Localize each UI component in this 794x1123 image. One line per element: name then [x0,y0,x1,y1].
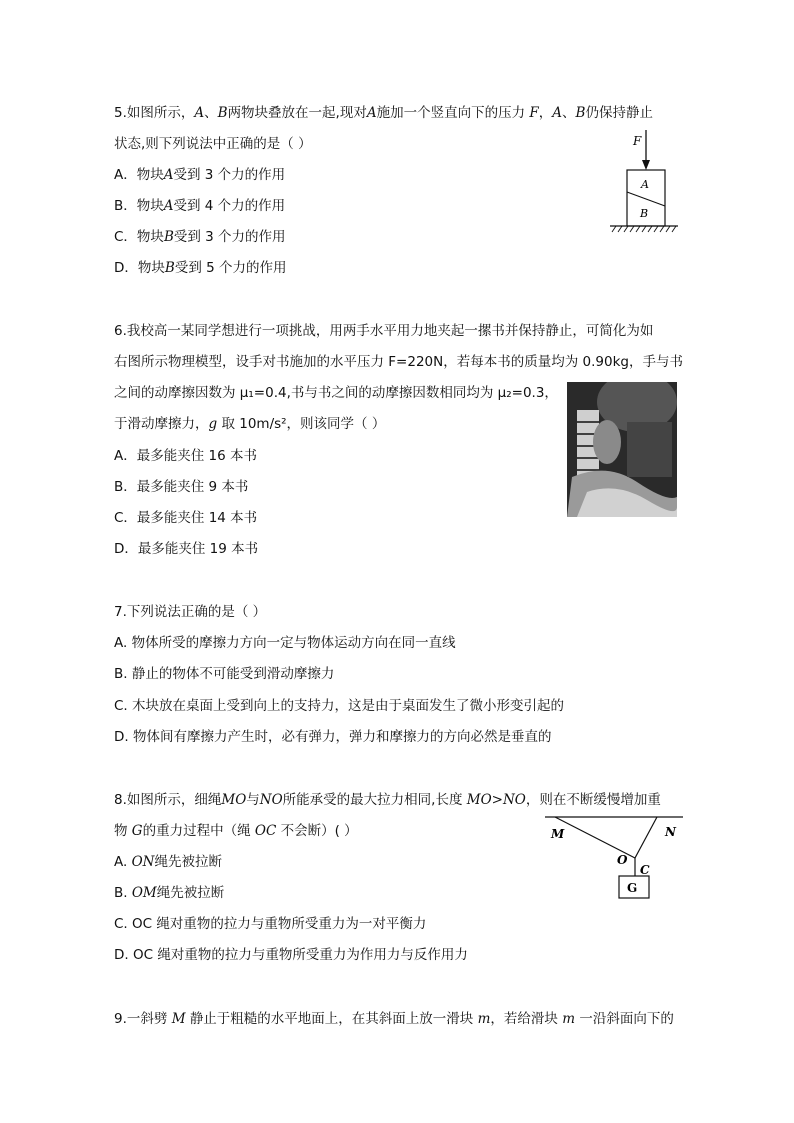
q5-fig-label-a: A [641,178,649,191]
q8-rope-weight-figure [545,812,685,904]
q8-option-b [114,884,224,902]
q8-text: 8.如图所示，细绳 [114,792,222,808]
q8-fig-label-n: N [665,825,676,839]
photo-illustration [567,382,677,517]
q5-opt-text: B．物块 [114,198,164,214]
q6-line3: 之间的动摩擦因数为 μ₁=0.4,书与书之间的动摩擦因数相同均为 μ₂=0.3， [114,385,558,401]
q8-line2 [114,822,358,840]
q8-opt-text: 绳先被拉断 [154,854,222,870]
q5-text: 两物块叠放在一起,现对 [227,105,367,121]
q6-line2: 右图所示物理模型，设手对书施加的水平压力 F=220N，若每本书的质量均为 0.90kg，手与书 [114,354,683,370]
q8-text: 不会断）( ） [280,823,358,839]
q6-option-c: C．最多能夹住 14 本书 [114,510,258,526]
q5-opt-text: 受到 4 个力的作用 [173,198,286,214]
q6-option-b: B．最多能夹住 9 本书 [114,479,249,495]
q5-var-a: A [194,105,205,121]
q8-text: 与 [246,792,260,808]
q5-text: 、 [204,105,218,121]
q8-text: 的重力过程中（绳 [142,823,251,839]
q5-option-d [114,259,287,277]
q6-text: 于滑动摩擦力， [114,416,209,432]
q5-fig-label-f: F [633,134,642,148]
q5-line2: 状态,则下列说法中正确的是（ ） [114,136,312,152]
q8-var-no: NO [259,792,283,808]
block-divider-line [627,192,665,206]
q5-fig-label-b: B [640,207,649,220]
q7-line1: 7.下列说法正确的是（ ） [114,604,267,620]
q5-opt-text: 受到 3 个力的作用 [173,229,286,245]
ground-hatching [612,226,676,232]
q8-opt-text: 绳先被拉断 [156,885,225,901]
q5-opt-text: 受到 3 个力的作用 [173,167,286,183]
q8-option-a [114,853,222,871]
q5-var-f: F [529,105,539,121]
q7-option-b: B. 静止的物体不可能受到滑动摩擦力 [114,666,335,682]
q6-line4 [114,415,385,433]
q6-line1: 6.我校高一某同学想进行一项挑战，用两手水平用力地夹起一摞书并保持静止，可简化为如 [114,323,654,339]
q9-var-m-big: M [171,1011,186,1027]
q8-text: ，则在不断缓慢增加重 [525,792,661,808]
q5-var-b: B [163,229,174,245]
rope-mo [555,817,635,858]
q8-var-mo: MO [221,792,247,808]
q5-var-a: A [366,105,377,121]
q5-var-b: B [217,105,228,121]
q9-line1 [114,1010,674,1028]
q8-fig-label-o: O [617,853,628,867]
q5-var-a: A [552,105,563,121]
q5-option-b [114,197,285,215]
q8-var-g: G [131,823,143,839]
q8-opt-text: A. [114,854,132,870]
q8-option-d: D. OC 绳对重物的拉力与重物所受重力为作用力与反作用力 [114,947,468,963]
q5-line1 [114,104,653,122]
q5-opt-text: 受到 5 个力的作用 [174,260,287,276]
q6-option-d: D．最多能夹住 19 本书 [114,541,259,557]
q5-text: 施加一个竖直向下的压力 [376,105,526,121]
q8-line1 [114,791,661,809]
q7-option-d: D. 物体间有摩擦力产生时，必有弹力，弹力和摩擦力的方向必然是垂直的 [114,729,552,745]
q6-book-holding-photo [567,382,677,517]
q9-text: 9.一斜劈 [114,1011,168,1027]
q8-fig-label-c: C [640,863,650,877]
q5-option-a [114,166,285,184]
q8-var-mogtno: MO>NO [466,792,526,808]
q6-option-a: A．最多能夹住 16 本书 [114,448,257,464]
q5-var-a: A [163,198,174,214]
force-arrowhead-icon [642,160,650,170]
q5-text: 仍保持静止 [585,105,653,121]
q8-text: 所能承受的最大拉力相同,长度 [282,792,463,808]
q9-var-m: m [562,1011,576,1027]
q8-option-c: C. OC 绳对重物的拉力与重物所受重力为一对平衡力 [114,916,427,932]
q8-text: 物 [114,823,128,839]
q5-stacked-blocks-figure [600,126,680,236]
q5-text: 、 [562,105,576,121]
q8-fig-label-g: G [627,881,638,895]
q8-var-on: ON [131,854,155,870]
q5-opt-text: A．物块 [114,167,164,183]
q9-var-m: m [477,1011,491,1027]
q5-text: ， [538,105,553,121]
q9-text: 一沿斜面向下的 [579,1011,674,1027]
q8-opt-text: B. [114,885,132,901]
q5-var-b: B [575,105,586,121]
q7-option-c: C. 木块放在桌面上受到向上的支持力，这是由于桌面发生了微小形变引起的 [114,698,565,714]
q5-opt-text: C．物块 [114,229,164,245]
rope-no [635,817,657,858]
q5-var-a: A [163,167,174,183]
q8-fig-label-m: M [551,827,565,841]
q8-var-om: OM [131,885,157,901]
q8-var-oc: OC [254,823,277,839]
q5-text: 5.如图所示， [114,105,195,121]
q5-option-c [114,228,286,246]
q9-text: ，若给滑块 [490,1011,558,1027]
q9-text: 静止于粗糙的水平地面上，在其斜面上放一滑块 [189,1011,474,1027]
q6-text: 取 10m/s²，则该同学（ ） [217,416,386,432]
q5-opt-text: D．物块 [114,260,165,276]
q6-var-g: g [208,416,218,432]
q5-var-b: B [164,260,175,276]
q7-option-a: A. 物体所受的摩擦力方向一定与物体运动方向在同一直线 [114,635,456,651]
